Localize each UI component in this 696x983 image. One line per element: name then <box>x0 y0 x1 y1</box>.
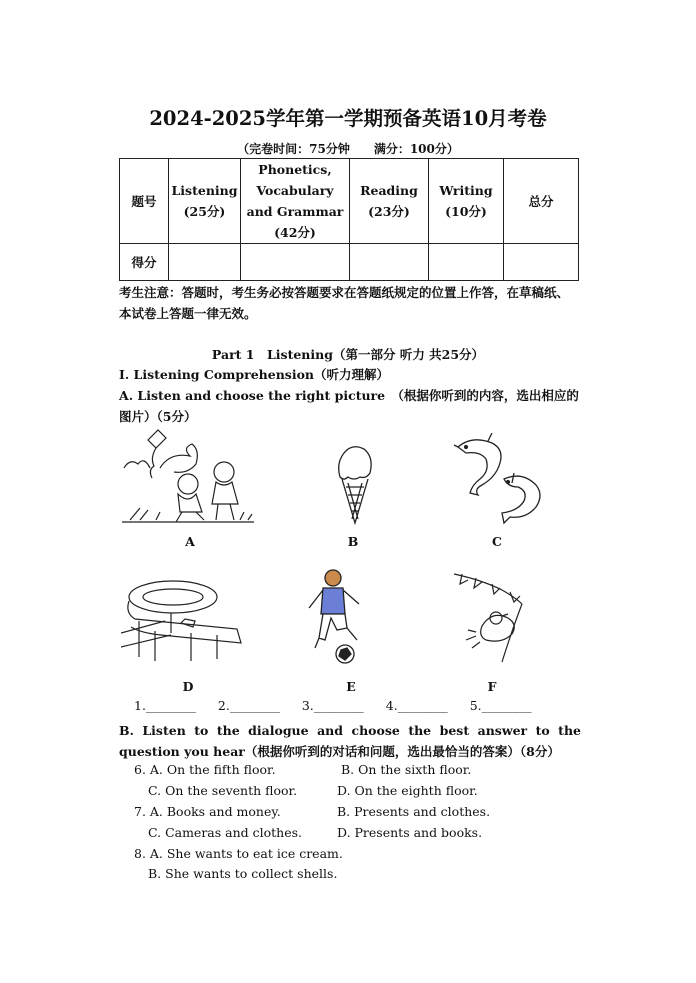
col-reading-points: (23分) <box>368 204 410 219</box>
score-cell <box>429 244 504 281</box>
exam-info: （完卷时间：75分钟 满分：100分） <box>237 142 459 156</box>
answer-blank[interactable]: 2.________ <box>217 698 280 713</box>
part-heading: Part 1 Listening（第一部分 听力 共25分） <box>211 347 485 362</box>
col-listening <box>169 159 241 244</box>
section-heading: I. Listening Comprehension（听力理解） <box>119 367 390 382</box>
bird-in-nest-icon <box>452 570 526 666</box>
question-8-option-b: B. She wants to collect shells. <box>148 866 338 881</box>
col-pvg-line2: Vocabulary <box>256 183 334 198</box>
score-cell <box>241 244 350 281</box>
boy-playing-football-icon <box>303 568 365 666</box>
col-listening-points: (25分) <box>183 204 226 219</box>
question-7-option-d: D. Presents and books. <box>337 825 483 840</box>
score-cell <box>169 244 241 281</box>
col-pvg-points: (42分) <box>274 225 316 240</box>
exam-notice: 考生注意：答题时，考生务必按答题要求在答题纸规定的位置上作答，在草稿纸、本试卷上答题一律无效。 <box>119 285 570 321</box>
picture-label: C <box>492 534 502 549</box>
question-6-option-d: D. On the eighth floor. <box>337 783 478 798</box>
question-8-option-a: 8. A. She wants to eat ice cream. <box>134 846 343 861</box>
col-reading <box>350 159 429 244</box>
children-flying-kite-icon <box>120 428 255 523</box>
picture-label: A <box>185 534 195 549</box>
question-6-option-c: C. On the seventh floor. <box>148 783 298 798</box>
picture-label: E <box>346 679 356 694</box>
answer-blank[interactable]: 5.________ <box>469 698 532 713</box>
score-cell <box>504 244 579 281</box>
col-pvg-line1: Phonetics, <box>258 162 332 177</box>
question-7-option-a: 7. A. Books and money. <box>134 804 281 819</box>
ice-cream-cone-icon <box>336 443 374 525</box>
answer-blank[interactable]: 4.________ <box>385 698 448 713</box>
row-label-score: 得分 <box>120 244 169 281</box>
answer-blanks <box>134 698 550 713</box>
section-a-instruction: A. Listen and choose the right picture （根据你听到的内容，选出相应的图片）（5分） <box>119 388 579 424</box>
section-b-instruction: B. Listen to the dialogue and choose the best answer to the question you hear（根据你听到的对话和问题，选出最恰当的答案）（8分） <box>119 723 581 759</box>
col-writing-points: (10分) <box>445 204 487 219</box>
question-6-option-a: 6. A. On the fifth floor. <box>134 762 276 777</box>
col-writing-label: Writing <box>439 183 493 198</box>
col-pvg <box>241 159 350 244</box>
question-7-option-c: C. Cameras and clothes. <box>148 825 303 840</box>
highway-overpass-icon <box>121 573 243 665</box>
question-6-option-b: B. On the sixth floor. <box>341 762 472 777</box>
col-pvg-line3: and Grammar <box>246 204 344 219</box>
picture-label: D <box>182 679 194 694</box>
answer-blank[interactable]: 1.________ <box>134 698 196 713</box>
picture-label: B <box>347 534 359 549</box>
dolphins-icon <box>452 433 544 525</box>
answer-blank[interactable]: 3.________ <box>301 698 364 713</box>
col-writing <box>429 159 504 244</box>
score-table <box>119 158 579 281</box>
page-title: 2024-2025学年第一学期预备英语10月考卷 <box>149 107 547 130</box>
score-cell <box>350 244 429 281</box>
picture-label: F <box>487 679 497 694</box>
col-listening-label: Listening <box>171 183 238 198</box>
col-reading-label: Reading <box>360 183 418 198</box>
question-7-option-b: B. Presents and clothes. <box>337 804 491 819</box>
col-total: 总分 <box>504 159 579 244</box>
row-label-number: 题号 <box>120 159 169 244</box>
